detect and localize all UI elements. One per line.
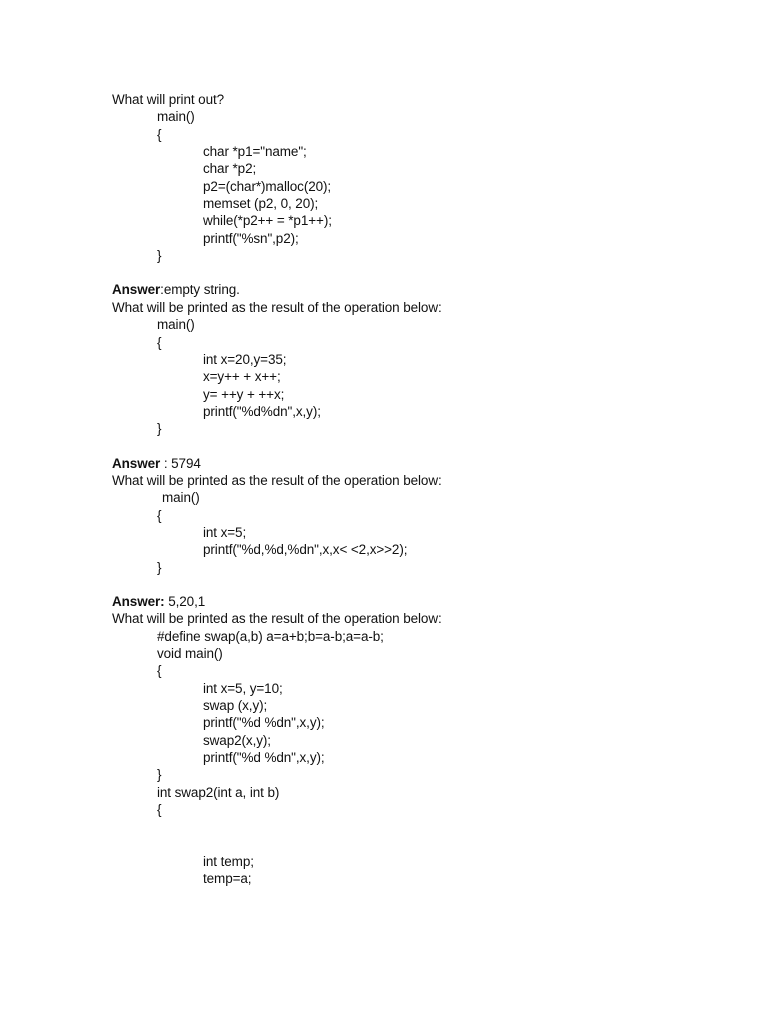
answer-1 [112,281,240,298]
code-line: int temp; [203,854,254,869]
answer-text: : 5794 [160,456,201,471]
code-line: { [157,802,162,817]
code-line: x=y++ + x++; [203,369,281,384]
code-line: swap2(x,y); [203,733,271,748]
answer-3 [112,593,205,610]
code-line: } [157,421,162,436]
answer-label: Answer [112,282,161,297]
code-line: while(*p2++ = *p1++); [203,213,332,228]
code-line: swap (x,y); [203,698,268,713]
code-line: printf("%d%dn",x,y); [203,404,321,419]
code-line: int x=5, y=10; [203,681,283,696]
code-line: } [157,560,162,575]
code-line: printf("%d %dn",x,y); [203,750,325,765]
code-line: memset (p2, 0, 20); [203,196,319,211]
code-line: main() [157,317,195,332]
code-line: #define swap(a,b) a=a+b;b=a-b;a=a-b; [157,629,384,644]
code-line: } [157,767,162,782]
code-line: printf("%d,%d,%dn",x,x< <2,x>>2); [203,542,408,557]
code-line: char *p1="name"; [203,144,307,159]
question-3-prompt: What will be printed as the result of the operation below: [112,473,442,488]
code-line: char *p2; [203,161,257,176]
code-line: { [157,508,162,523]
code-line: printf("%d %dn",x,y); [203,715,325,730]
answer-label: Answer [112,456,161,471]
question-1-prompt: What will print out? [112,92,225,107]
code-line: printf("%sn",p2); [203,231,299,246]
code-line: p2=(char*)malloc(20); [203,179,332,194]
question-4-prompt: What will be printed as the result of the operation below: [112,611,442,626]
answer-label: Answer: [112,594,165,609]
code-line: int x=5; [203,525,247,540]
code-line: int swap2(int a, int b) [157,785,280,800]
code-line: temp=a; [203,871,252,886]
question-2-prompt: What will be printed as the result of the operation below: [112,300,442,315]
code-line: { [157,335,162,350]
code-line: main() [162,490,200,505]
code-line: y= ++y + ++x; [203,387,285,402]
code-line: main() [157,109,195,124]
code-line: } [157,248,162,263]
answer-text: 5,20,1 [164,594,206,609]
code-line: int x=20,y=35; [203,352,287,367]
answer-text: :empty string. [160,282,240,297]
code-line: void main() [157,646,223,661]
code-line: { [157,127,162,142]
answer-2 [112,455,201,472]
code-line: { [157,663,162,678]
